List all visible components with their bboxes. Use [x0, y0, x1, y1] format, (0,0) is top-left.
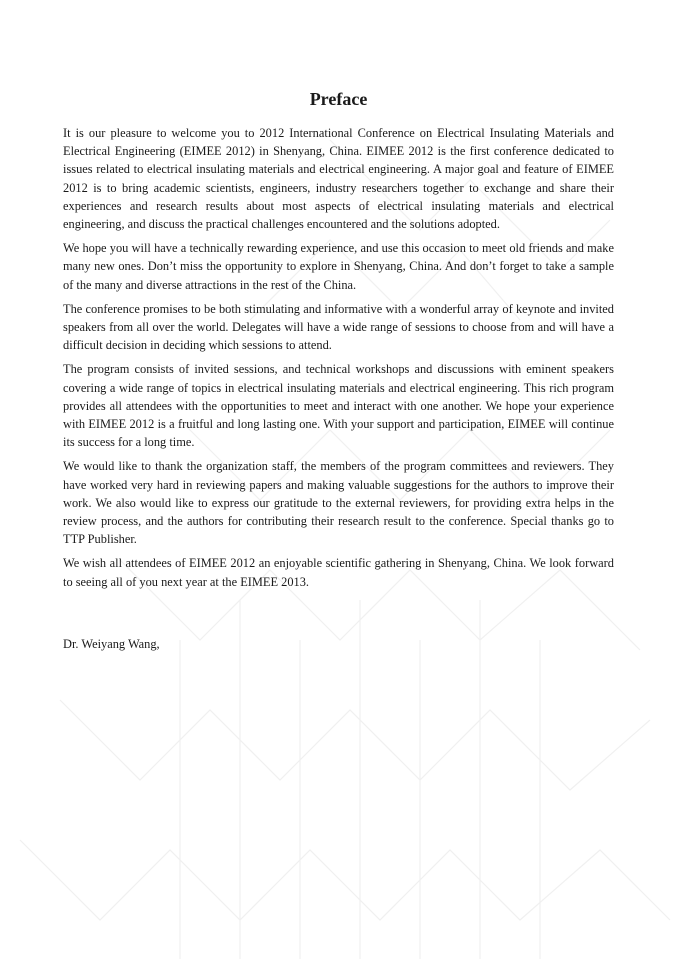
paragraph: We wish all attendees of EIMEE 2012 an enjoyable scientific gathering in Shenyang, China. We look forward to seeing all of you next year at the EIMEE 2013.	[63, 556, 614, 589]
document-body	[63, 88, 614, 653]
page-title: Preface	[309, 89, 368, 109]
signature: Dr. Weiyang Wang,	[63, 636, 160, 651]
paragraph: We would like to thank the organization staff, the members of the program committees and reviewers. They have worked very hard in reviewing papers and making valuable suggestions for the authors to improve their work. We also would like to express our gratitude to the external reviewers, for providing extra helps in the review process, and the authors for contributing their research result to the conference. Special thanks go to TTP Publisher.	[63, 459, 614, 547]
paragraph: It is our pleasure to welcome you to 2012 International Conference on Electrical Insulating Materials and Electrical Engineering (EIMEE 2012) in Shenyang, China. EIMEE 2012 is the first conference dedicated to issues related to electrical insulating materials and electrical engineering. A major goal and feature of EIMEE 2012 is to bring academic scientists, engineers, industry researchers together to exchange and share their experiences and research results about most aspects of electrical insulating materials and electrical engineering, and discuss the practical challenges encountered and the solutions adopted.	[63, 126, 614, 232]
paragraph: The conference promises to be both stimulating and informative with a wonderful array of keynote and invited speakers from all over the world. Delegates will have a wide range of sessions to choose from and will have a difficult decision in deciding which sessions to attend.	[63, 301, 614, 353]
paragraph: The program consists of invited sessions, and technical workshops and discussions with eminent speakers covering a wide range of topics in electrical insulating materials and electrical engineering. This rich program provides all attendees with the opportunities to meet and interact with one another. We hope your experience with EIMEE 2012 is a fruitful and long lasting one. With your support and participation, EIMEE will continue its success for a long time.	[63, 362, 614, 450]
paragraph: We hope you will have a technically rewarding experience, and use this occasion to meet old friends and make many new ones. Don’t miss the opportunity to explore in Shenyang, China. And don’t forget to take a sample of the many and diverse attractions in the rest of the China.	[63, 241, 614, 292]
